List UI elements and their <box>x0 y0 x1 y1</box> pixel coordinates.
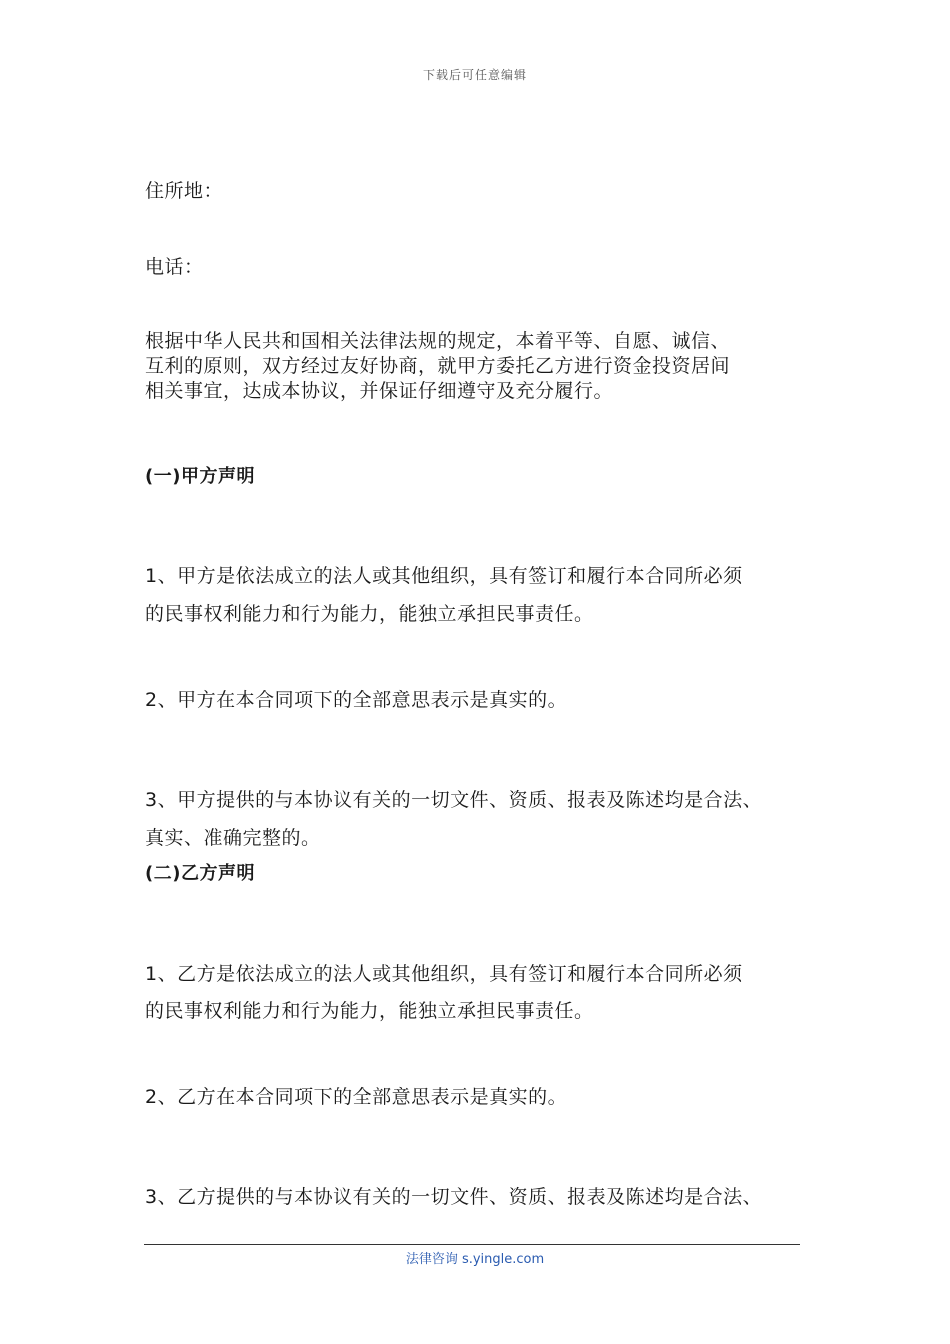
footer-divider <box>144 1244 800 1245</box>
address-label: 住所地： <box>145 180 224 202</box>
party-a-item1-line-1: 1、甲方是依法成立的法人或其他组织，具有签订和履行本合同所必须 <box>145 565 743 587</box>
party-a-item2: 2、甲方在本合同项下的全部意思表示是真实的。 <box>145 689 568 711</box>
page-header: 下载后可任意编辑 <box>422 68 527 82</box>
party-b-item2: 2、乙方在本合同项下的全部意思表示是真实的。 <box>145 1086 568 1108</box>
party-b-heading: (二)乙方声明 <box>145 863 255 884</box>
party-a-heading: (一)甲方声明 <box>145 466 255 487</box>
intro-line-2: 互利的原则，双方经过友好协商，就甲方委托乙方进行资金投资居间 <box>145 355 731 377</box>
party-b-item1-line-2: 的民事权利能力和行为能力，能独立承担民事责任。 <box>145 1000 594 1022</box>
intro-line-3: 相关事宜，达成本协议，并保证仔细遵守及充分履行。 <box>145 380 614 402</box>
party-b-item1-line-1: 1、乙方是依法成立的法人或其他组织，具有签订和履行本合同所必须 <box>145 963 743 985</box>
intro-line-1: 根据中华人民共和国相关法律法规的规定，本着平等、自愿、诚信、 <box>145 330 731 352</box>
phone-label: 电话： <box>145 256 204 278</box>
party-a-item3-line-1: 3、甲方提供的与本协议有关的一切文件、资质、报表及陈述均是合法、 <box>145 789 763 811</box>
footer-link[interactable]: 法律咨询 s.yingle.com <box>405 1252 545 1267</box>
party-b-item3-line-1: 3、乙方提供的与本协议有关的一切文件、资质、报表及陈述均是合法、 <box>145 1186 763 1208</box>
party-a-item1-line-2: 的民事权利能力和行为能力，能独立承担民事责任。 <box>145 603 594 625</box>
party-a-item3-line-2: 真实、准确完整的。 <box>145 827 321 849</box>
